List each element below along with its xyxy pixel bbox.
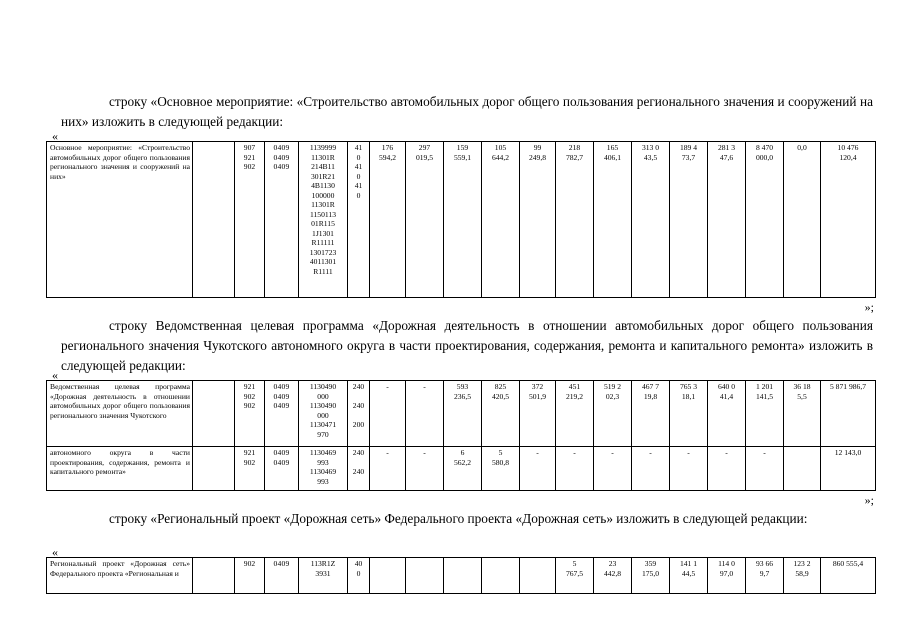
amount-cell: 176 594,2 xyxy=(370,142,406,298)
amount-cell: 519 2 02,3 xyxy=(594,381,632,447)
amount-cell: 0,0 xyxy=(784,142,821,298)
code-cell xyxy=(193,558,235,594)
amount-cell: 123 2 58,9 xyxy=(784,558,821,594)
budget-table xyxy=(46,380,876,491)
amount-cell: - xyxy=(556,447,594,491)
code-cell: 113R1Z 3931 xyxy=(299,558,348,594)
close-quote-1: »; xyxy=(864,300,874,314)
amount-cell: 451 219,2 xyxy=(556,381,594,447)
amount-cell xyxy=(406,558,444,594)
budget-table xyxy=(46,141,876,298)
code-cell xyxy=(193,447,235,491)
code-cell: 907 921 902 xyxy=(235,142,265,298)
amount-cell: 141 1 44,5 xyxy=(670,558,708,594)
amount-cell xyxy=(370,558,406,594)
code-cell: 0409 0409 0409 xyxy=(265,381,299,447)
row-name-cell: Региональный проект «Дорожная сеть» Федерального проекта «Региональная и xyxy=(47,558,193,594)
row-name-cell: Ведомственная целевая программа «Дорожная деятельность в отношении автомобильных дорог общего пользования регионального значения Чукотского xyxy=(47,381,193,447)
amount-cell: 297 019,5 xyxy=(406,142,444,298)
amount-cell: 93 66 9,7 xyxy=(746,558,784,594)
amount-cell: - xyxy=(632,447,670,491)
code-cell: 240 240 xyxy=(348,447,370,491)
amount-cell xyxy=(482,558,520,594)
amount-cell: - xyxy=(746,447,784,491)
code-cell: 0409 xyxy=(265,558,299,594)
amount-cell xyxy=(444,558,482,594)
code-cell: 41 0 41 0 41 0 xyxy=(348,142,370,298)
amount-cell: 159 559,1 xyxy=(444,142,482,298)
code-cell: 921 902 xyxy=(235,447,265,491)
amount-cell: 5 580,8 xyxy=(482,447,520,491)
amount-cell: 99 249,8 xyxy=(520,142,556,298)
amount-cell: 359 175,0 xyxy=(632,558,670,594)
amount-cell: 105 644,2 xyxy=(482,142,520,298)
amount-cell: 189 4 73,7 xyxy=(670,142,708,298)
amount-cell: 10 476 120,4 xyxy=(821,142,876,298)
code-cell: 0409 0409 xyxy=(265,447,299,491)
amount-cell xyxy=(784,447,821,491)
amount-cell: 281 3 47,6 xyxy=(708,142,746,298)
amount-cell: - xyxy=(406,381,444,447)
code-cell xyxy=(193,381,235,447)
code-cell: 921 902 902 xyxy=(235,381,265,447)
amount-cell: - xyxy=(370,447,406,491)
amount-cell: 313 0 43,5 xyxy=(632,142,670,298)
amount-cell: 467 7 19,8 xyxy=(632,381,670,447)
table-row xyxy=(47,447,876,491)
amount-cell: 114 0 97,0 xyxy=(708,558,746,594)
amount-cell: 5 767,5 xyxy=(556,558,594,594)
amount-cell: - xyxy=(594,447,632,491)
open-quote-1: « xyxy=(52,129,58,143)
amount-cell: - xyxy=(670,447,708,491)
budget-table xyxy=(46,557,876,594)
code-cell: 240 240 200 xyxy=(348,381,370,447)
code-cell: 902 xyxy=(235,558,265,594)
open-quote-2: « xyxy=(52,368,58,382)
open-quote-3: « xyxy=(52,545,58,559)
close-quote-2: »; xyxy=(864,493,874,507)
amount-cell xyxy=(520,558,556,594)
amount-cell: 640 0 41,4 xyxy=(708,381,746,447)
amount-cell: - xyxy=(406,447,444,491)
amount-cell: 593 236,5 xyxy=(444,381,482,447)
code-cell: 1139999 11301R 214В11 301R21 4В1130 100000 11301R 1150113 01R115 1J1301 R11111 1301723 4011301 R1111 xyxy=(299,142,348,298)
amount-cell: 12 143,0 xyxy=(821,447,876,491)
amount-cell: - xyxy=(520,447,556,491)
code-cell: 1130490 000 1130490 000 1130471 970 xyxy=(299,381,348,447)
row-name-cell: автономного округа в части проектирования, содержания, ремонта и капитального ремонта» xyxy=(47,447,193,491)
row-name-cell: Основное мероприятие: «Строительство автомобильных дорог общего пользования регионального значения и сооружений на них» xyxy=(47,142,193,298)
amount-cell: 1 201 141,5 xyxy=(746,381,784,447)
amount-cell: 218 782,7 xyxy=(556,142,594,298)
amount-cell: 860 555,4 xyxy=(821,558,876,594)
instruction-paragraph-3: строку «Региональный проект «Дорожная сеть» Федерального проекта «Дорожная сеть» изложить в следующей редакции: xyxy=(109,511,808,526)
code-cell xyxy=(193,142,235,298)
amount-cell: 36 18 5,5 xyxy=(784,381,821,447)
amount-cell: 23 442,8 xyxy=(594,558,632,594)
amount-cell: 372 501,9 xyxy=(520,381,556,447)
amount-cell: 6 562,2 xyxy=(444,447,482,491)
code-cell: 0409 0409 0409 xyxy=(265,142,299,298)
amount-cell: 765 3 18,1 xyxy=(670,381,708,447)
amount-cell: 5 871 986,7 xyxy=(821,381,876,447)
instruction-paragraph-1: строку «Основное мероприятие: «Строительство автомобильных дорог общего пользования регионального значения и сооружений на них» изложить в следующей редакции: xyxy=(61,94,873,129)
code-cell: 40 0 xyxy=(348,558,370,594)
amount-cell: 165 406,1 xyxy=(594,142,632,298)
code-cell: 1130469 993 1130469 993 xyxy=(299,447,348,491)
table-row xyxy=(47,381,876,447)
amount-cell: - xyxy=(708,447,746,491)
amount-cell: 825 420,5 xyxy=(482,381,520,447)
table-row xyxy=(47,142,876,298)
amount-cell: - xyxy=(370,381,406,447)
instruction-paragraph-2: строку Ведомственная целевая программа «Дорожная деятельность в отношении автомобильных дорог общего пользования регионального значения Чукотского автономного округа в части проектирования, содержания, ремонта и капитального ремонта» изложить в следующей редакции: xyxy=(61,318,873,373)
amount-cell: 8 470 000,0 xyxy=(746,142,784,298)
table-row xyxy=(47,558,876,594)
